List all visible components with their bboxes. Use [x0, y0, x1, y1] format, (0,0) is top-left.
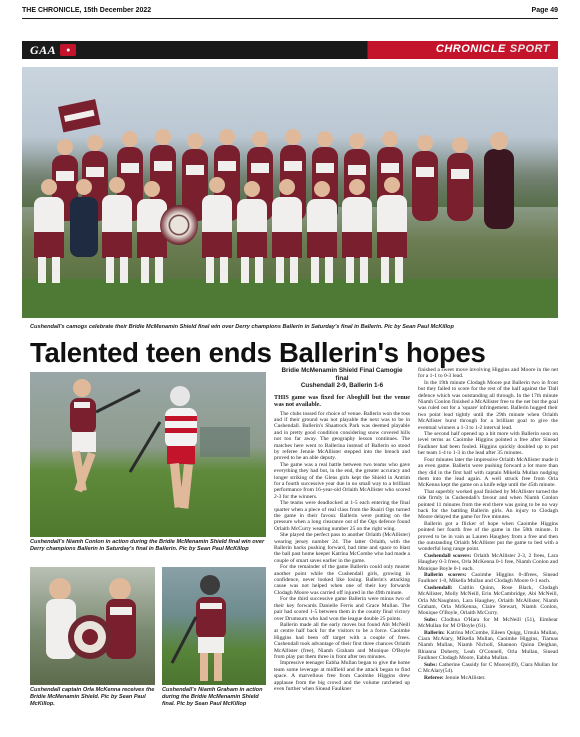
article-paragraph: For the third successive game Ballerin were minus two of their key forwards Danielle Ferris and Grace Mullan. The pair had scored 1-5 between them in the county final victory over Drumsurn who had won the league double 25 points. — [274, 596, 410, 622]
shield-trophy-icon — [160, 205, 198, 245]
scorers-text: Orlaith McAllister 2-3, 2 frees, Lara Haughey 0-3 frees, Orla McKenna 0-1 free, Niamh Conlon and Monique Boyle 0-1 each. — [418, 552, 558, 572]
section-banner — [22, 41, 558, 59]
action-figures — [30, 372, 266, 537]
gaa-crest-icon: ● — [60, 44, 76, 56]
referee-label: Referee: — [424, 674, 444, 681]
article-column-1 — [274, 367, 410, 692]
match-subhead — [274, 367, 410, 390]
team-photo — [22, 67, 558, 318]
article-paragraph: Four minutes later the impressive Orlaith McAllister made it an even game. Ballerin were pushing forward a lot more than they did in the first half with captain Mikella Mullan nudging them into the lead again. A well struck free from Orla McKenna kept the game on a knife edge until the 45th minute. — [418, 456, 558, 489]
article-headline: Talented teen ends Ballerin's hopes — [30, 337, 486, 368]
folio-paper: THE CHRONICLE, 15th December 2022 — [22, 6, 152, 14]
scorers-label: Cushendall scorers: — [424, 552, 472, 559]
captain-shield-photo — [30, 567, 155, 685]
scorers-line — [418, 572, 558, 585]
subs-text: Catherine Cassidy for C Moore(49), Ciara Mullan for C McAlary(54). — [418, 661, 558, 675]
photo-a-caption: Cushendall's Niamh Conlon in action during the Bridie McMenamin Shield final win over Derry champions Ballerin in Saturday's final in Ballerin. Pic by Sean Paul McKillop — [30, 539, 265, 552]
scorers-line — [418, 553, 558, 572]
subhead-final: final — [335, 374, 349, 382]
section-title-main: CHRONICLE — [435, 43, 506, 55]
section-title — [436, 43, 550, 55]
folio-page-number: Page 49 — [531, 6, 558, 14]
lineup-label: Cushendall: — [424, 584, 453, 591]
scorers-text: Caoimhe Higgins 0-4frees, Sinead Faulkner 1-0, Mikella Mullan and Clodagh Moore 0-1 each. — [418, 572, 558, 585]
photo-c-caption: Cushendall's Niamh Graham in action during the Bridie McMenamin Shield final. Pic by Sean Paul McKillop — [162, 687, 263, 707]
referee-line — [418, 675, 558, 681]
lineup-line — [418, 630, 558, 662]
article-paragraph: The teams were deadlocked at 1-5 each entering the final quarter when a piece of real class from the Ruairi Ogs turned the game in their favour. Ballerin were putting on the pressure when a long clearance out of the Ogs defence found Orlaith McCurry wearing number 25 on the right wing. — [274, 500, 410, 532]
article-paragraph: Ballerin made all the early moves but found Abi McNeill at centre half back for the visitors to be a force. Caoimhe Higgins had been off target with a couple of frees. Cushendall took advantage of their first three chances Orlaith McAllister (free), Niamh Graham and Monique O'Boyle from play put them three in front after ten minutes. — [274, 621, 410, 660]
team-group-figures — [22, 67, 558, 318]
subs-text: Clodhna O'Hara for M McNeill (51), Eimhear McMullan for M O'Boyle (61). — [418, 616, 558, 630]
main-photo-caption: Cushendall's camogs celebrate their Bridie McMenamin Shield final win over Derry champions Ballerin in Saturday's final in Ballerin. Pic by Sean Paul McKillop — [30, 324, 454, 330]
subhead-score: Cushendall 2-9, Ballerin 1-6 — [300, 382, 384, 389]
article-paragraph: The second half opened up a bit more with Ballerin soon on level terms as Caoimhe Higgins pointed a free after Sinead Faulkner had been fouled. Higgins quickly doubled up to put her team 1-4 to 1-3 in the lead after 35 minutes. — [418, 431, 558, 457]
folio — [22, 4, 558, 16]
subs-label: Subs: — [424, 616, 438, 623]
action-photo-graham — [162, 567, 266, 685]
subhead-competition: Bridie McMenamin Shield Final Camogie — [281, 367, 403, 374]
lineup-label: Ballerin: — [424, 629, 445, 636]
article-lede: THIS game was fixed for Aboghill but the venue was not available. — [274, 393, 410, 408]
article-paragraph: finished a sweet move involving Higgins and Moore in the net for a 1-1 to 0-3 lead. — [418, 367, 558, 380]
subs-label: Subs: — [424, 661, 438, 668]
lineup-line — [418, 585, 558, 617]
referee-text: Jennie McAllister. — [443, 674, 486, 681]
article-paragraph: That superbly worked goal finished by McAllister turned the tide firmly in Cushendall's favour and when Niamh Conlon pointed 11 minutes from the end there was going to be no way back for the battling Ballerin girls. An injury to Clodagh Moore delayed the game for five minutes. — [418, 488, 558, 521]
subs-line — [418, 662, 558, 675]
lineup-text: Katrina McCombe, Eileen Quigg, Urnula Mullan, Ciara McAlary, Mikella Mullan, Caoimhe Higgins, Tiarnas Niamh Mullan, Niamh Nicholl, Shannon Quinn Deighan, Rhianna Doherty, Leah O'Connell, Orla Mullan, Sinead Faulkner Clodagh Moore, Eabha Mullan. — [418, 629, 558, 662]
article-paragraph: Ballerin got a flicker of hope when Caoimhe Higgins pointed her fourth free of the game in the 58th minute. It proved to be in vain as Lauren Haughey from a free and then the outstanding Orlaith McAllister put the game to bed with a wonderful long range point. — [418, 520, 558, 553]
action-photo-conlon — [30, 372, 266, 537]
lineup-text: Caitlin Quinn, Rose Black, Clodagh McAllister, Molly McNeill, Erin McCambridge, Abi McNeill, Orla McNaughton, Lara Haughey, Orlaith McAllister, Niamh Graham, Orla McKenna, Claire Stewart, Niamh Conlon, Monique O'Boyle, Orlaith McCurry. — [418, 584, 558, 617]
article-column-2 — [418, 367, 558, 681]
captain-figures — [30, 567, 155, 685]
scorers-label: Ballerin scorers: — [424, 572, 467, 578]
article-paragraph: For the remainder of the game Ballerin could only muster another point while the Cushendall girls, growing in confidence, never looked like losing. Ballerin's attacking cause was not helped when one of their key forwards Clodagh Moore was carried off injured in the 49th minute. — [274, 564, 410, 596]
section-title-sport: SPORT — [509, 43, 550, 55]
article-paragraph: In the 19th minute Clodagh Moore put Ballerin two in front but they failed to score for the rest of the half against the 'Dall defence which was outstanding all through. In the 17th minute Niamh Conlon finished a McAllister free to the net but the goal was ruled out for a 'square' infringement. Ballerin hugged their two point lead tightly until the 29th minute when Orlaith McAllister burst through for a brilliant goal to give the eventual winners a 1-3 to 1-2 interval lead. — [418, 379, 558, 431]
article-paragraph: The clubs tossed for choice of venue. Ballerin won the toss and if their ground was not playable the next was to be in Cushendall. Ballerin's Shaatrock Park was deemed playable and in pretty good condition considering snow covered hills not too far away. The geography lesson continues. The matches here went to Ballerina instead of Ballerin so stood by referee Jennie McAllister stepped into the breach and proved to be an able deputy. — [274, 410, 410, 462]
article-paragraph: Impressive teenager Eabha Mullan began to give the home team some leverage at midfield and the attack began to find space. A marvellous free from Caoimhe Higgins drew applause from the big crowd and the volume ratcheted up even further when Sinead Faulkner — [274, 660, 410, 692]
article-paragraph: The game was a real battle between two teams who gave everything they had but, in the end, the greater accuracy and longer striking of the Glens girls kept the Shield in Antrim for a fourth successive year due in no small way to a brilliant performance from 16-year-old Orlaith McAllister who scored 2-3 for the winners. — [274, 461, 410, 500]
section-label: GAA — [30, 42, 57, 57]
subs-line — [418, 617, 558, 630]
graham-figure — [162, 567, 266, 685]
folio-rule — [22, 18, 558, 19]
article-paragraph: She played the perfect pass to another Orlaith (McAllister) wearing jersey number 24. The latter Orlaith, with the Ballerin backs pushing forward, had time and space to blast the ball past home keeper Katrina McCombe who had made a couple of smart saves earlier in the game. — [274, 532, 410, 564]
photo-b-caption: Cushendall captain Orla McKenna receives the Bridie McMenamin Shield. Pic by Sean Paul McKillop. — [30, 687, 155, 707]
